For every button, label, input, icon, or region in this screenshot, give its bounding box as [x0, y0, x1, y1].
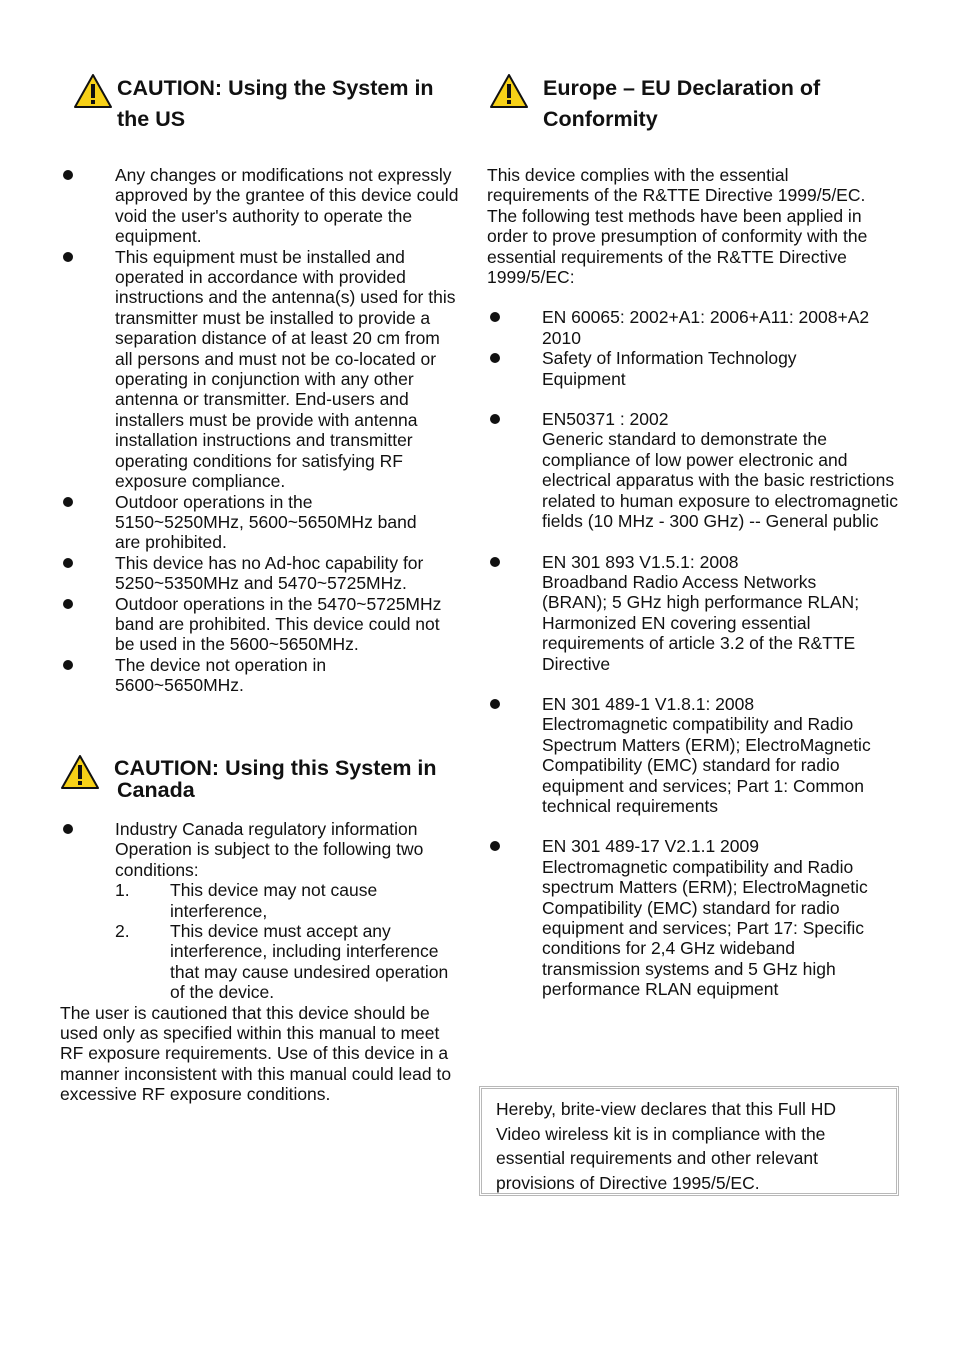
standard-description: Electromagnetic compatibility and Radio spectrum Matters (ERM); ElectroMagnetic Compatibility (EMC) standard for radio equipment and services; Part 17: Specific conditions for 2,4 GHz wideband transmission systems and 5 GHz high performance RLAN equipment [542, 856, 868, 1000]
list-item [487, 307, 897, 348]
list-item [60, 655, 405, 696]
eu-title [543, 73, 820, 135]
canada-title-line1: CAUTION: Using this System in [114, 756, 437, 780]
declaration-box [479, 1086, 899, 1196]
list-item [487, 694, 887, 816]
standard-code: EN 301 489-17 V2.1.1 2009 [542, 836, 759, 857]
declaration-text: Hereby, brite-view declares that this Full HD Video wireless kit is in compliance with the essential requirements and other relevant provisions of Directive 1995/5/EC. [496, 1099, 837, 1193]
eu-title-line2: Conformity [543, 107, 658, 131]
us-title-line2: the US [117, 107, 186, 131]
us-item-text: Any changes or modifications not expressly approved by the grantee of this device could void the user's authority to operate the equipment. [115, 165, 459, 247]
warning-icon [73, 73, 113, 109]
us-list-block [60, 165, 465, 696]
list-item [487, 409, 902, 531]
bullet-icon [63, 252, 73, 262]
eu-intro: This device complies with the essential requirements of the R&TTE Directive 1999/5/EC. The following test methods have been applied in order to prove presumption of conformity with the essential requirements of the R&TTE Directive 1999/5/EC: [487, 165, 868, 288]
condition-text: This device may not cause interference, [170, 880, 378, 921]
list-item [115, 880, 410, 921]
eu-title-line1: Europe – EU Declaration of [543, 76, 821, 100]
bullet-icon [63, 599, 73, 609]
eu-heading [489, 73, 899, 135]
canada-item-text: Operation is subject to the following two conditions: [115, 839, 424, 880]
bullet-icon [490, 699, 500, 709]
standard-code: EN50371 : 2002 [542, 409, 669, 430]
us-title-line1: CAUTION: Using the System in [117, 76, 434, 100]
bullet-icon [63, 170, 73, 180]
list-item [60, 492, 435, 553]
list-item [115, 921, 465, 1003]
list-item [60, 553, 450, 594]
standard-code: Safety of Information Technology Equipment [542, 348, 797, 389]
list-item [487, 348, 842, 389]
canada-block [60, 819, 465, 1105]
list-item [487, 836, 887, 999]
canada-title [114, 757, 437, 801]
list-item [60, 247, 460, 492]
bullet-icon [490, 841, 500, 851]
condition-number: 1. [115, 880, 130, 901]
standard-description: Electromagnetic compatibility and Radio Spectrum Matters (ERM); ElectroMagnetic Compatibility (EMC) standard for radio equipment and services; Part 1: Common technical requirements [542, 714, 871, 816]
bullet-icon [63, 660, 73, 670]
condition-text: This device must accept any interference, including interference that may cause undesired operation of the device. [170, 921, 449, 1003]
condition-number: 2. [115, 921, 130, 942]
bullet-icon [63, 497, 73, 507]
bullet-icon [490, 414, 500, 424]
bullet-icon [63, 558, 73, 568]
canada-note: The user is cautioned that this device should be used only as specified within this manual to meet RF exposure requirements. Use of this device in a manner inconsistent with this manual could lead to excessive RF exposure conditions. [60, 1002, 452, 1105]
warning-icon [60, 754, 100, 790]
bullet-icon [490, 353, 500, 363]
canada-heading [60, 754, 460, 801]
standard-code: EN 301 489-1 V1.8.1: 2008 [542, 693, 755, 714]
us-bullet-list [60, 165, 465, 696]
canada-conditions-list [115, 880, 465, 1002]
standard-code: EN 60065: 2002+A1: 2006+A11: 2008+A2 2010 [542, 307, 870, 348]
warning-icon [489, 73, 529, 109]
standard-description: Broadband Radio Access Networks (BRAN); 5 GHz high performance RLAN; Harmonized EN covering essential requirements of article 3.2 of the R&TTE Directive [542, 571, 860, 674]
us-heading [73, 73, 468, 135]
eu-bullet-list [487, 307, 902, 999]
list-item [487, 552, 882, 674]
bullet-icon [63, 824, 73, 834]
canada-title-line2: Canada [117, 778, 195, 802]
us-item-text: This equipment must be installed and operated in accordance with provided instructions and the antenna(s) used for this transmitter must be installed to provide a separation distance of at least 20 cm from all persons and must not be co-located or operating in conjunction with any other antenna or transmitter. End-users and installers must be provide with antenna installation instructions and transmitter operating conditions for satisfying RF exposure compliance. [115, 246, 456, 492]
bullet-icon [490, 557, 500, 567]
list-item [60, 819, 465, 1003]
list-item [60, 165, 460, 247]
bullet-icon [490, 312, 500, 322]
list-item [60, 594, 460, 655]
us-title [117, 73, 434, 135]
us-item-text: Outdoor operations in the 5150~5250MHz, 5600~5650MHz band are prohibited. [115, 491, 417, 553]
canada-item-title: Industry Canada regulatory information [115, 819, 418, 839]
eu-block [487, 165, 902, 1000]
us-item-text: Outdoor operations in the 5470~5725MHz band are prohibited. This device could not be used in the 5600~5650MHz. [115, 593, 442, 655]
canada-bullet-list [60, 819, 465, 1003]
us-item-text: This device has no Ad-hoc capability for 5250~5350MHz and 5470~5725MHz. [115, 552, 424, 594]
us-item-text: The device not operation in 5600~5650MHz. [115, 654, 327, 696]
standard-description: Generic standard to demonstrate the compliance of low power electronic and electrical apparatus with the basic restrictions related to human exposure to electromagnetic fields (10 MHz - 300 GHz) -- General public [542, 429, 899, 532]
standard-code: EN 301 893 V1.5.1: 2008 [542, 551, 739, 572]
